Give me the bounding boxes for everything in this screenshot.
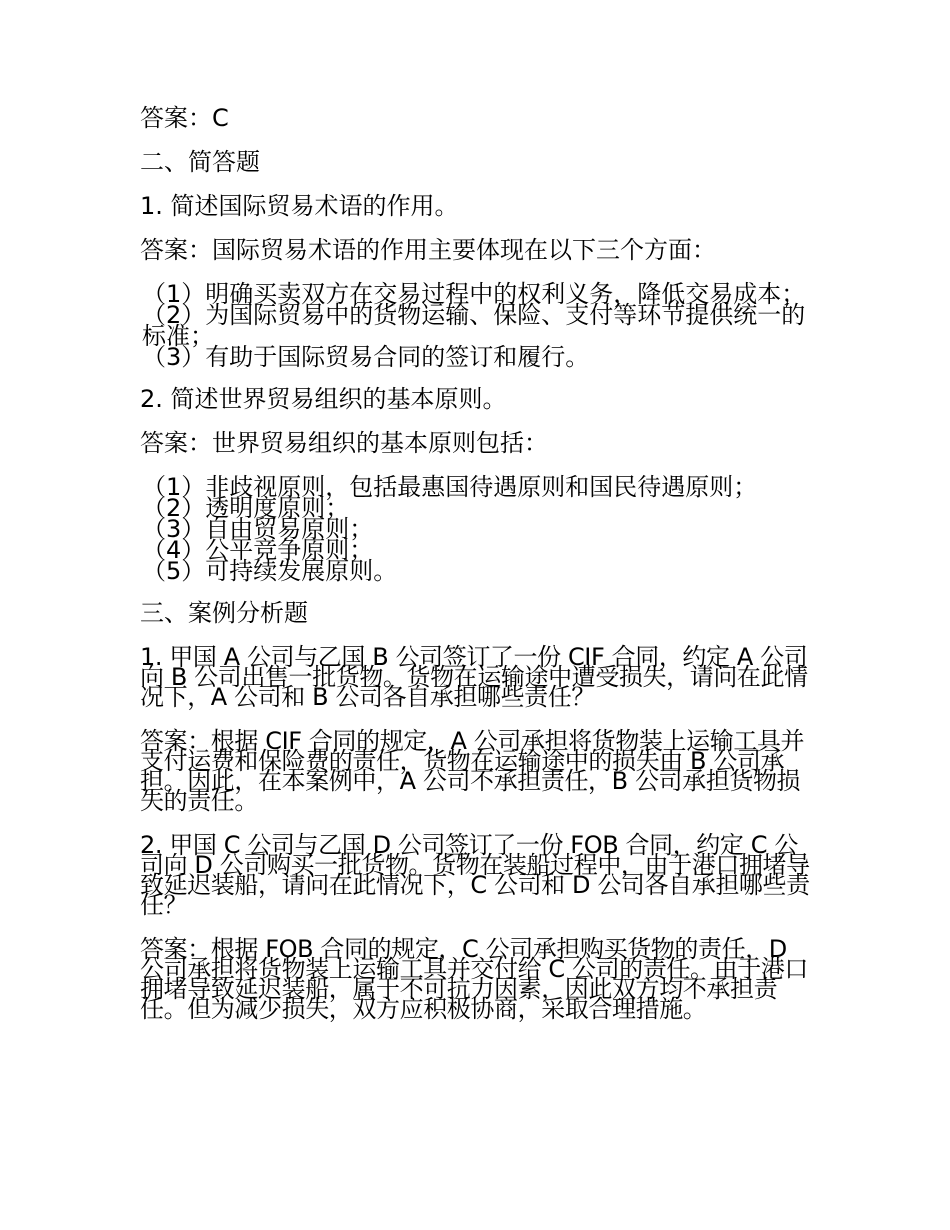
- case-1-question: 1. 甲国 A 公司与乙国 B 公司签订了一份 CIF 合同，约定 A 公司向 B 公司出售一批货物。货物在运输途中遭受损失，请问在此情况下，A 公司和 B 公司各自承担哪些责任？: [140, 643, 808, 711]
- answer-1-item-3: （3）有助于国际贸易合同的签订和履行。: [142, 343, 590, 371]
- question-2: 2. 简述世界贸易组织的基本原则。: [140, 385, 507, 413]
- answer-2-item-4: （4）公平竞争原则；: [142, 536, 374, 564]
- case-2-answer: 答案：根据 FOB 合同的规定，C 公司承担购买货物的责任，D 公司承担将货物装上运输工具并交付给 C 公司的责任。由于港口拥堵导致延迟装船，属于不可抗力因素，因此双方均不承担责任。但为减少损失，双方应积极协商，采取合理措施。: [140, 935, 809, 1023]
- answer-c: 答案：C: [140, 104, 229, 132]
- section-3-title: 三、案例分析题: [140, 599, 308, 627]
- answer-1-list: [140, 280, 812, 371]
- answer-2-item-5: （5）可持续发展原则。: [142, 557, 398, 585]
- case-1-answer: 答案：根据 CIF 合同的规定，A 公司承担将货物装上运输工具并支付运费和保险费的责任，货物在运输途中的损失由 B 公司承担。因此，在本案例中，A 公司不承担责任，B 公司承担货物损失的责任。: [140, 727, 805, 815]
- answer-2-intro: 答案：世界贸易组织的基本原则包括：: [140, 429, 548, 457]
- answer-2-item-1: （1）非歧视原则，包括最惠国待遇原则和国民待遇原则；: [142, 473, 758, 501]
- document-page: [140, 104, 812, 1023]
- question-1: 1. 简述国际贸易术语的作用。: [140, 192, 459, 220]
- answer-1-item-2: （2）为国际贸易中的货物运输、保险、支付等环节提供统一的标准；: [142, 301, 806, 350]
- answer-2-list: [140, 473, 812, 585]
- case-2-question: 2. 甲国 C 公司与乙国 D 公司签订了一份 FOB 合同，约定 C 公司向 D 公司购买一批货物。货物在装船过程中，由于港口拥堵导致延迟装船，请问在此情况下，C 公司和 D 公司各自承担哪些责任？: [140, 831, 810, 919]
- answer-2-item-2: （2）透明度原则；: [142, 494, 350, 522]
- answer-1-intro: 答案：国际贸易术语的作用主要体现在以下三个方面：: [140, 236, 716, 264]
- answer-1-item-1: （1）明确买卖双方在交易过程中的权利义务，降低交易成本；: [142, 280, 806, 308]
- answer-2-item-3: （3）自由贸易原则；: [142, 515, 374, 543]
- section-2-title: 二、简答题: [140, 148, 260, 176]
